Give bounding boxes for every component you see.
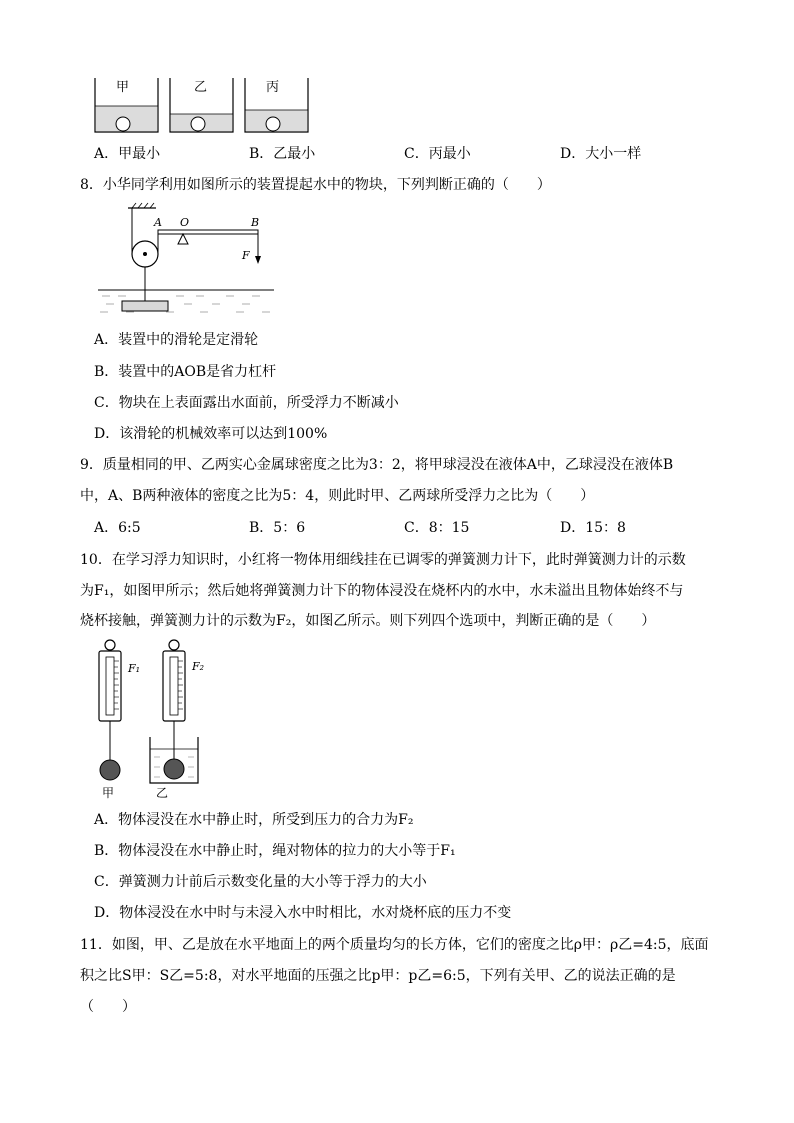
label-yi: 乙 bbox=[156, 786, 169, 800]
q8-option-a[interactable]: A．装置中的滑轮是定滑轮 bbox=[94, 332, 259, 348]
q9-stem-line1: 9．质量相同的甲、乙两实心金属球密度之比为3：2，将甲球浸没在液体A中，乙球浸没在液体B bbox=[80, 457, 674, 473]
q7-option-a[interactable]: A．甲最小 bbox=[94, 146, 161, 162]
q10-spring-scale-figure bbox=[92, 637, 222, 802]
spring-scale-jia bbox=[99, 640, 121, 780]
beaker-label-bing: 丙 bbox=[266, 80, 280, 95]
q9-option-a[interactable]: A．6:5 bbox=[94, 520, 141, 536]
label-f2: F₂ bbox=[192, 660, 205, 673]
q7-beakers-figure bbox=[90, 76, 330, 136]
q10-stem-line2: 为F₁，如图甲所示；然后她将弹簧测力计下的物体浸没在烧杯内的水中，水未溢出且物体始终不与 bbox=[80, 583, 684, 599]
q11-stem-line3: （ ） bbox=[80, 999, 136, 1015]
label-o: O bbox=[180, 216, 190, 229]
label-f1: F₁ bbox=[128, 662, 141, 675]
label-b: B bbox=[251, 216, 260, 229]
q10-option-b[interactable]: B．物体浸没在水中静止时，绳对物体的拉力的大小等于F₁ bbox=[94, 843, 456, 859]
q7-option-c[interactable]: C．丙最小 bbox=[404, 146, 471, 162]
q11-stem-line1: 11．如图，甲、乙是放在水平地面上的两个质量均匀的长方体，它们的密度之比ρ甲：ρ乙=4:5，底面 bbox=[80, 937, 709, 953]
spring-scale-yi bbox=[150, 640, 198, 783]
beaker-label-jia: 甲 bbox=[116, 80, 130, 95]
label-jia: 甲 bbox=[102, 786, 115, 800]
q9-option-b[interactable]: B．5：6 bbox=[249, 520, 306, 536]
q10-option-c[interactable]: C．弹簧测力计前后示数变化量的大小等于浮力的大小 bbox=[94, 874, 427, 890]
q10-option-d[interactable]: D．物体浸没在水中时与未浸入水中时相比，水对烧杯底的压力不变 bbox=[94, 905, 512, 921]
q9-stem-line2: 中，A、B两种液体的密度之比为5：4，则此时甲、乙两球所受浮力之比为（ ） bbox=[80, 488, 595, 504]
q10-stem-line3: 烧杯接触，弹簧测力计的示数为F₂，如图乙所示。则下列四个选项中，判断正确的是（ ） bbox=[80, 613, 656, 629]
q8-option-c[interactable]: C．物块在上表面露出水面前，所受浮力不断减小 bbox=[94, 395, 399, 411]
q8-option-d[interactable]: D．该滑轮的机械效率可以达到100% bbox=[94, 426, 328, 442]
q8-stem: 8．小华同学利用如图所示的装置提起水中的物块，下列判断正确的（ ） bbox=[80, 177, 551, 193]
label-f: F bbox=[242, 249, 250, 262]
q10-stem-line1: 10．在学习浮力知识时，小红将一物体用细线挂在已调零的弹簧测力计下，此时弹簧测力计的示数 bbox=[80, 552, 686, 568]
q9-option-c[interactable]: C．8：15 bbox=[404, 520, 470, 536]
q8-option-b[interactable]: B．装置中的AOB是省力杠杆 bbox=[94, 364, 277, 380]
q9-option-d[interactable]: D．15：8 bbox=[560, 520, 626, 536]
label-a: A bbox=[154, 216, 162, 229]
q8-pulley-lever-figure bbox=[96, 204, 276, 319]
q7-option-d[interactable]: D．大小一样 bbox=[560, 146, 642, 162]
beaker-label-yi: 乙 bbox=[194, 80, 208, 95]
q11-stem-line2: 积之比S甲：S乙=5:8，对水平地面的压强之比p甲：p乙=6:5，下列有关甲、乙的说法正确的是 bbox=[80, 968, 676, 984]
q7-option-b[interactable]: B．乙最小 bbox=[249, 146, 316, 162]
q10-option-a[interactable]: A．物体浸没在水中静止时，所受到压力的合力为F₂ bbox=[94, 812, 414, 828]
